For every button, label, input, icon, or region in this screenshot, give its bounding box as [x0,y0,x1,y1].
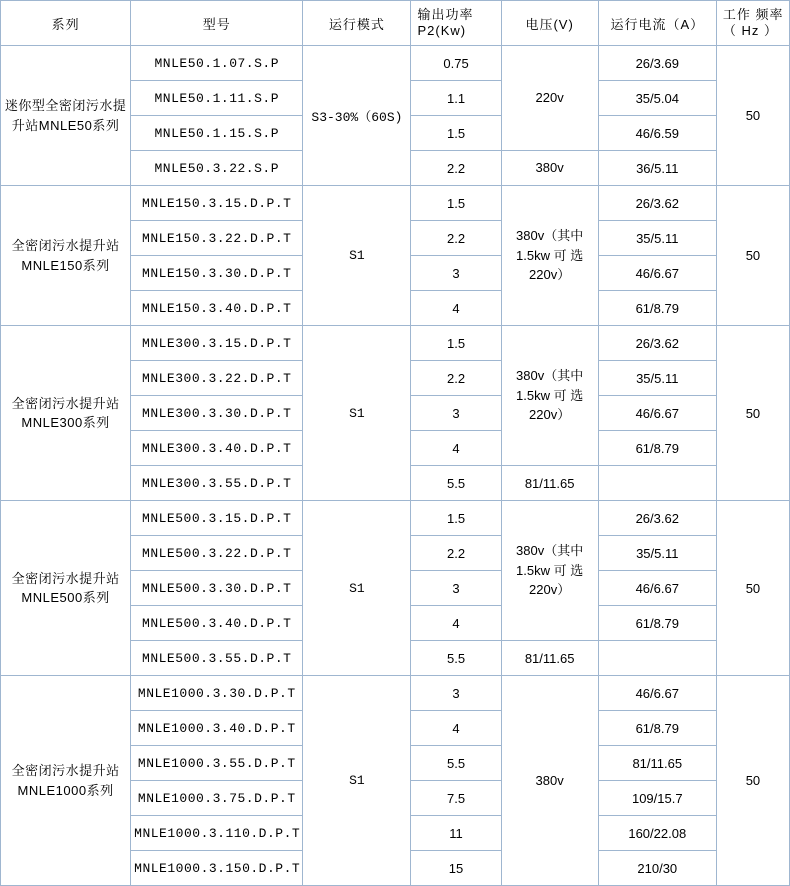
column-header-power-line2: P2(Kw) [417,23,467,38]
operating-current-cell: 81/11.65 [501,641,598,676]
model-cell: MNLE50.1.11.S.P [131,81,303,116]
model-cell: MNLE500.3.40.D.P.T [131,606,303,641]
series-cell: 迷你型全密闭污水提升站MNLE50系列 [1,46,131,186]
series-cell: 全密闭污水提升站 MNLE300系列 [1,326,131,501]
output-power-cell: 2.2 [411,221,501,256]
operating-current-cell: 26/3.69 [598,46,716,81]
frequency-cell: 50 [716,501,789,676]
output-power-cell: 4 [411,606,501,641]
frequency-cell: 50 [716,46,789,186]
operating-mode-cell: S1 [303,501,411,676]
column-header-mode: 运行模式 [303,1,411,46]
operating-current-cell: 46/6.59 [598,116,716,151]
output-power-cell: 4 [411,431,501,466]
table-row [1,46,790,81]
operating-current-cell: 35/5.11 [598,221,716,256]
table-row [1,676,790,711]
column-header-model: 型号 [131,1,303,46]
output-power-cell: 0.75 [411,46,501,81]
output-power-cell: 7.5 [411,781,501,816]
frequency-cell: 50 [716,326,789,501]
voltage-cell: 380v（其中 1.5kw 可 选 220v） [501,186,598,326]
model-cell: MNLE1000.3.55.D.P.T [131,746,303,781]
model-cell: MNLE500.3.22.D.P.T [131,536,303,571]
operating-current-cell: 36/5.11 [598,151,716,186]
operating-current-cell: 81/11.65 [501,466,598,501]
table-header-row [1,1,790,46]
model-cell: MNLE1000.3.75.D.P.T [131,781,303,816]
model-cell: MNLE500.3.30.D.P.T [131,571,303,606]
model-cell: MNLE1000.3.40.D.P.T [131,711,303,746]
output-power-cell: 2.2 [411,536,501,571]
output-power-cell: 5.5 [411,466,501,501]
output-power-cell: 2.2 [411,361,501,396]
output-power-cell: 1.5 [411,501,501,536]
table-row [1,501,790,536]
output-power-cell: 3 [411,676,501,711]
column-header-series: 系列 [1,1,131,46]
model-cell: MNLE500.3.55.D.P.T [131,641,303,676]
column-header-power-line1: 输出功率 [417,6,474,22]
model-cell: MNLE150.3.22.D.P.T [131,221,303,256]
frequency-cell: 50 [716,186,789,326]
voltage-cell: 220v [501,46,598,151]
model-cell: MNLE300.3.22.D.P.T [131,361,303,396]
column-header-frequency-line1: 工作 频率 [722,6,784,22]
table-row [1,326,790,361]
table-row [1,186,790,221]
voltage-cell: 380v [501,676,598,886]
column-header-frequency-line2: （ Hz ） [722,23,778,38]
frequency-cell: 50 [716,676,789,886]
series-cell: 全密闭污水提升站 MNLE500系列 [1,501,131,676]
operating-mode-cell: S1 [303,326,411,501]
column-header-frequency [716,1,789,46]
operating-current-cell: 210/30 [598,851,716,886]
operating-mode-cell: S1 [303,676,411,886]
output-power-cell: 5.5 [411,641,501,676]
table-header [1,1,790,46]
voltage-cell: 380v（其中 1.5kw 可 选 220v） [501,501,598,641]
operating-current-cell: 26/3.62 [598,501,716,536]
output-power-cell: 3 [411,396,501,431]
output-power-cell: 15 [411,851,501,886]
operating-current-cell: 61/8.79 [598,291,716,326]
model-cell: MNLE50.1.07.S.P [131,46,303,81]
column-header-power [411,1,501,46]
operating-mode-cell: S1 [303,186,411,326]
model-cell: MNLE300.3.30.D.P.T [131,396,303,431]
operating-current-cell: 46/6.67 [598,256,716,291]
operating-current-cell: 61/8.79 [598,606,716,641]
operating-current-cell: 26/3.62 [598,186,716,221]
column-header-voltage: 电压(V) [501,1,598,46]
output-power-cell: 1.5 [411,326,501,361]
model-cell: MNLE300.3.40.D.P.T [131,431,303,466]
column-header-current: 运行电流（A） [598,1,716,46]
operating-current-cell: 46/6.67 [598,676,716,711]
operating-current-cell: 35/5.04 [598,81,716,116]
operating-current-cell: 46/6.67 [598,571,716,606]
model-cell: MNLE300.3.15.D.P.T [131,326,303,361]
voltage-cell: 380v [501,151,598,186]
model-cell: MNLE1000.3.110.D.P.T [131,816,303,851]
operating-current-cell: 81/11.65 [598,746,716,781]
output-power-cell: 2.2 [411,151,501,186]
model-cell: MNLE300.3.55.D.P.T [131,466,303,501]
model-cell: MNLE500.3.15.D.P.T [131,501,303,536]
output-power-cell: 3 [411,571,501,606]
output-power-cell: 1.1 [411,81,501,116]
model-cell: MNLE150.3.30.D.P.T [131,256,303,291]
operating-current-cell: 35/5.11 [598,536,716,571]
output-power-cell: 3 [411,256,501,291]
output-power-cell: 11 [411,816,501,851]
voltage-cell: 380v（其中 1.5kw 可 选 220v） [501,326,598,466]
series-cell: 全密闭污水提升站 MNLE150系列 [1,186,131,326]
model-cell: MNLE50.1.15.S.P [131,116,303,151]
operating-current-cell: 35/5.11 [598,361,716,396]
output-power-cell: 4 [411,711,501,746]
model-cell: MNLE150.3.40.D.P.T [131,291,303,326]
model-cell: MNLE1000.3.150.D.P.T [131,851,303,886]
operating-current-cell: 61/8.79 [598,711,716,746]
operating-current-cell: 109/15.7 [598,781,716,816]
output-power-cell: 1.5 [411,116,501,151]
model-cell: MNLE50.3.22.S.P [131,151,303,186]
series-cell: 全密闭污水提升站MNLE1000系列 [1,676,131,886]
operating-current-cell: 26/3.62 [598,326,716,361]
model-cell: MNLE150.3.15.D.P.T [131,186,303,221]
output-power-cell: 1.5 [411,186,501,221]
operating-current-cell: 46/6.67 [598,396,716,431]
output-power-cell: 4 [411,291,501,326]
operating-mode-cell: S3-30%（60S) [303,46,411,186]
output-power-cell: 5.5 [411,746,501,781]
operating-current-cell: 61/8.79 [598,431,716,466]
operating-current-cell: 160/22.08 [598,816,716,851]
model-cell: MNLE1000.3.30.D.P.T [131,676,303,711]
table-body [1,46,790,886]
